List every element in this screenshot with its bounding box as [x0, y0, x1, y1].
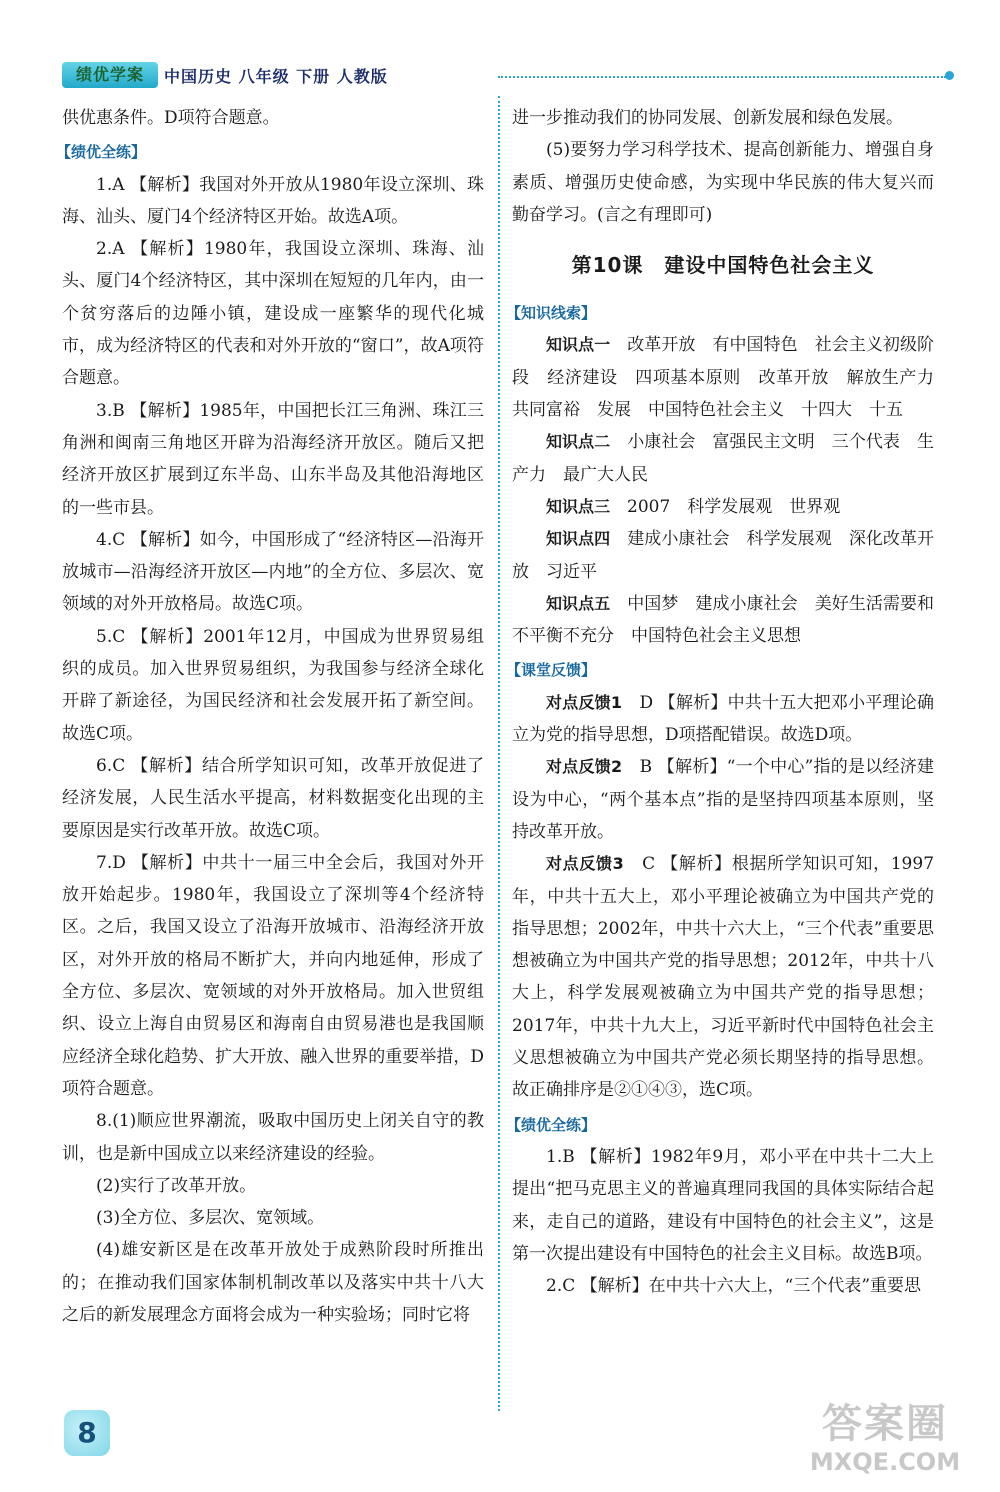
feedback-text: B 【解析】“一个中心”指的是以经济建设为中心，“两个基本点”指的是坚持四项基本原则，坚持改革开放。 [512, 757, 935, 842]
feedback-label: 对点反馈2 [546, 757, 623, 777]
feedback-text: D 【解析】中共十五大把邓小平理论确立为党的指导思想，D项搭配错误。故选D项。 [512, 692, 934, 746]
header-dot-icon [945, 71, 954, 80]
answer-item: 4.C 【解析】如今，中国形成了“经济特区—沿海开放城市—沿海经济开放区—内地”的全方位、多层次、宽领域的对外开放格局。故选C项。 [62, 529, 484, 615]
section-heading: 【绩优全练】 [506, 1115, 597, 1134]
knowledge-point-text: 中国梦 建成小康社会 美好生活需要和不平衡不充分 中国特色社会主义思想 [512, 593, 934, 647]
page-header [58, 60, 958, 92]
feedback-item [512, 848, 934, 1106]
answer-item: 6.C 【解析】结合所学知识可知，改革开放促进了经济发展，人民生活水平提高，材料数据变化出现的主要原因是实行改革开放。故选C项。 [62, 755, 484, 841]
answer-item: 3.B 【解析】1985年，中国把长江三角洲、珠江三角洲和闽南三角地区开辟为沿海经济开放区。随后又把经济开放区扩展到辽东半岛、山东半岛及其他沿海地区的一些市县。 [62, 400, 484, 518]
knowledge-point-label: 知识点五 [546, 593, 611, 613]
answer-item: (3)全方位、多层次、宽领域。 [96, 1208, 325, 1229]
knowledge-point-text: 建成小康社会 科学发展观 深化改革开放 习近平 [512, 529, 934, 582]
answer-item: 7.D 【解析】中共十一届三中全会后，我国对外开放开始起步。1980年，我国设立了深圳等4个经济特区。之后，我国又设立了沿海开放城市、沿海经济开放区，对外开放的格局不断扩大，并向内地延伸，形成了全方位、多层次、宽领域的对外开放格局。加入世贸组织、设立上海自由贸易区和海南自由贸易港也是我国顺应经济全球化趋势、扩大开放、融入世界的重要举措，D项符合题意。 [62, 852, 484, 1099]
watermark [800, 1400, 970, 1480]
feedback-item [512, 687, 934, 752]
answer-item: 5.C 【解析】2001年12月，中国成为世界贸易组织的成员。加入世界贸易组织，为我国参与经济全球化开辟了新途径，为国民经济和社会发展开拓了新空间。故选C项。 [62, 626, 484, 744]
answer-item: 2.A 【解析】1980年，我国设立深圳、珠海、汕头、厦门4个经济特区，其中深圳在短短的几年内，由一个贫穷落后的边陲小镇，建设成一座繁华的现代化城市，成为经济特区的代表和对外开放的“窗口”，故A项符合题意。 [62, 239, 484, 389]
knowledge-point-label: 知识点一 [546, 335, 611, 355]
knowledge-point [512, 426, 934, 491]
section-heading: 【绩优全练】 [56, 143, 147, 162]
knowledge-point-text: 小康社会 富强民主文明 三个代表 生产力 最广大人民 [512, 432, 934, 485]
feedback-label: 对点反馈1 [546, 692, 623, 712]
section-heading: 【知识线索】 [506, 304, 597, 323]
feedback-item [512, 751, 934, 848]
answer-item: 1.A 【解析】我国对外开放从1980年设立深圳、珠海、汕头、厦门4个经济特区开始。故选A项。 [62, 174, 484, 227]
knowledge-point-text: 2007 科学发展观 世界观 [627, 496, 841, 517]
feedback-text: C 【解析】根据所学知识可知，1997年，中共十五大上，邓小平理论被确立为中国共产党的指导思想；2002年，中共十六大上，“三个代表”重要思想被确立为中国共产党的指导思想；2012年，中共十八大上，科学发展观被确立为中国共产党的指导思想；2017年，中共十九大上，习近平新时代中国特色社会主义思想被确立为中国共产党必须长期坚持的指导思想。故正确排序是②①④③，选C项。 [512, 854, 935, 1101]
answer-item: 2.C 【解析】在中共十六大上，“三个代表”重要思 [546, 1276, 922, 1297]
answer-item: 1.B 【解析】1982年9月，邓小平在中共十二大上提出“把马克思主义的普遍真理同我国的具体实际结合起来，走自己的道路，建设有中国特色的社会主义”，这是第一次提出建设有中国特色的社会主义目标。故选B项。 [512, 1146, 934, 1264]
answer-item: (5)要努力学习科学技术、提高创新能力、增强自身素质、增强历史使命感，为实现中华民族的伟大复兴而勤奋学习。(言之有理即可) [512, 140, 934, 225]
paragraph: 进一步推动我们的协同发展、创新发展和绿色发展。 [512, 108, 903, 128]
column-divider [498, 96, 500, 1411]
knowledge-point [512, 588, 934, 653]
knowledge-point-text: 改革开放 有中国特色 社会主义初级阶段 经济建设 四项基本原则 改革开放 解放生产力 共同富裕 发展 中国特色社会主义 十四大 十五 [512, 335, 951, 421]
watermark-url: MXQE.COM [809, 1448, 961, 1476]
knowledge-point-label: 知识点三 [546, 496, 611, 516]
left-column [56, 102, 484, 1331]
feedback-label: 对点反馈3 [546, 854, 624, 874]
answer-item: 8.(1)顺应世界潮流，吸取中国历史上闭关自守的教训，也是新中国成立以来经济建设的经验。 [62, 1111, 484, 1164]
section-heading: 【课堂反馈】 [506, 661, 597, 680]
header-dotted-rule [498, 76, 946, 78]
answer-item: (4)雄安新区是在改革开放处于成熟阶段时所推出的；在推动我们国家体制机制改革以及落实中共十八大之后的新发展理念方面将会成为一种实验场；同时它将 [62, 1240, 484, 1325]
knowledge-point [512, 523, 934, 588]
header-title: 中国历史 八年级 下册 人教版 [164, 67, 388, 86]
knowledge-point-label: 知识点二 [546, 432, 611, 452]
page-number: 8 [64, 1410, 110, 1456]
right-column [506, 102, 951, 1302]
knowledge-point [512, 491, 934, 523]
knowledge-point [512, 329, 951, 426]
lesson-title: 第10课 建设中国特色社会主义 [571, 253, 875, 278]
watermark-logo-text: 答案圈 [822, 1401, 948, 1447]
knowledge-point-label: 知识点四 [546, 529, 611, 549]
book-logo: 绩优学案 [62, 62, 158, 88]
answer-item: (2)实行了改革开放。 [96, 1175, 257, 1196]
paragraph: 供优惠条件。D项符合题意。 [62, 108, 280, 128]
